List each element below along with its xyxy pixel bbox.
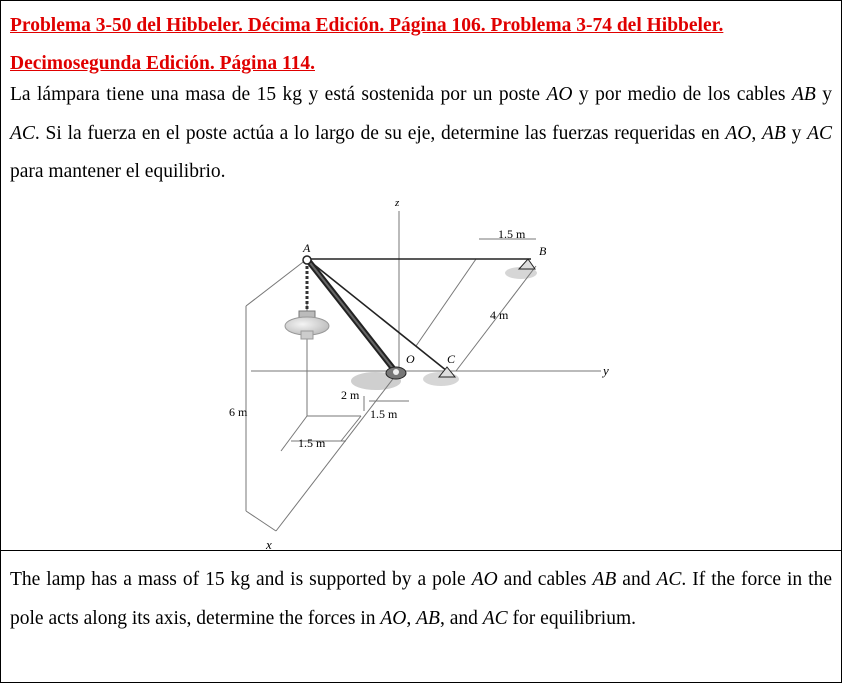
var-AO: AO xyxy=(725,122,752,144)
label-A: A xyxy=(303,241,311,255)
title-line-2: Decimosegunda Edición. Página 114. xyxy=(10,53,315,74)
text-run: The lamp has a mass of 15 kg and is supported by a pole xyxy=(10,569,472,590)
dim-1-5-mid: 1.5 m xyxy=(370,407,398,421)
label-x: x xyxy=(266,537,272,551)
spanish-cell xyxy=(1,1,841,551)
lamp-figure xyxy=(201,191,631,551)
base-pin xyxy=(393,369,399,375)
var-AB: AB xyxy=(416,607,440,629)
title-line-1: Problema 3-50 del Hibbeler. Décima Edición. Página 106. Problema 3-74 del Hibbeler. xyxy=(10,15,724,36)
text-run: y xyxy=(815,84,832,105)
dim-1-5-top: 1.5 m xyxy=(498,227,526,241)
text-run: , xyxy=(751,122,762,144)
text-run: La lámpara tiene una masa de 15 kg y está sostenida por un poste xyxy=(10,84,547,105)
label-C: C xyxy=(447,352,456,366)
var-AO: AO xyxy=(471,569,498,590)
text-run: , and xyxy=(439,607,483,629)
spanish-statement xyxy=(10,76,832,192)
guide-line xyxy=(246,259,307,306)
text-run: , xyxy=(406,607,417,629)
text-run: and xyxy=(616,569,657,590)
english-cell xyxy=(1,551,841,682)
text-run: y por medio de los cables xyxy=(572,84,792,105)
dim-2: 2 m xyxy=(341,388,360,402)
label-B: B xyxy=(539,244,547,258)
var-AO: AO xyxy=(380,607,407,629)
english-statement xyxy=(10,561,832,638)
anchor-B xyxy=(519,259,535,269)
dim-1-5-low: 1.5 m xyxy=(298,436,326,450)
text-run: . Si la fuerza en el poste actúa a lo largo de su eje, determine las fuerzas requeridas en xyxy=(34,122,726,144)
label-z: z xyxy=(395,197,400,209)
text-run: and cables xyxy=(497,569,593,590)
label-O: O xyxy=(406,352,415,366)
joint-A xyxy=(303,256,311,264)
x-axis xyxy=(276,371,399,531)
text-run: y xyxy=(785,122,808,144)
guide-line xyxy=(341,416,361,441)
var-AC: AC xyxy=(807,122,833,144)
var-AC: AC xyxy=(656,569,682,590)
label-y: y xyxy=(603,363,609,378)
problem-title xyxy=(10,7,834,83)
var-AO: AO xyxy=(546,84,573,105)
dim-4: 4 m xyxy=(490,308,509,322)
var-AB: AB xyxy=(762,122,786,144)
var-AC: AC xyxy=(10,122,35,144)
text-run: for equilibrium. xyxy=(507,607,637,629)
text-run: . If the force in the pole acts along its axis, determine the forces in xyxy=(10,569,832,629)
guide-line xyxy=(416,259,476,346)
var-AB: AB xyxy=(791,84,816,105)
text-run: para mantener el equilibrio. xyxy=(10,161,226,182)
lamp-bulb xyxy=(301,331,313,339)
var-AC: AC xyxy=(482,607,508,629)
anchor-C xyxy=(439,367,455,377)
cable-AC xyxy=(307,259,447,371)
var-AB: AB xyxy=(592,569,617,590)
pole-AO-highlight xyxy=(307,259,395,371)
dim-6: 6 m xyxy=(229,405,248,419)
guide-line xyxy=(246,511,276,531)
